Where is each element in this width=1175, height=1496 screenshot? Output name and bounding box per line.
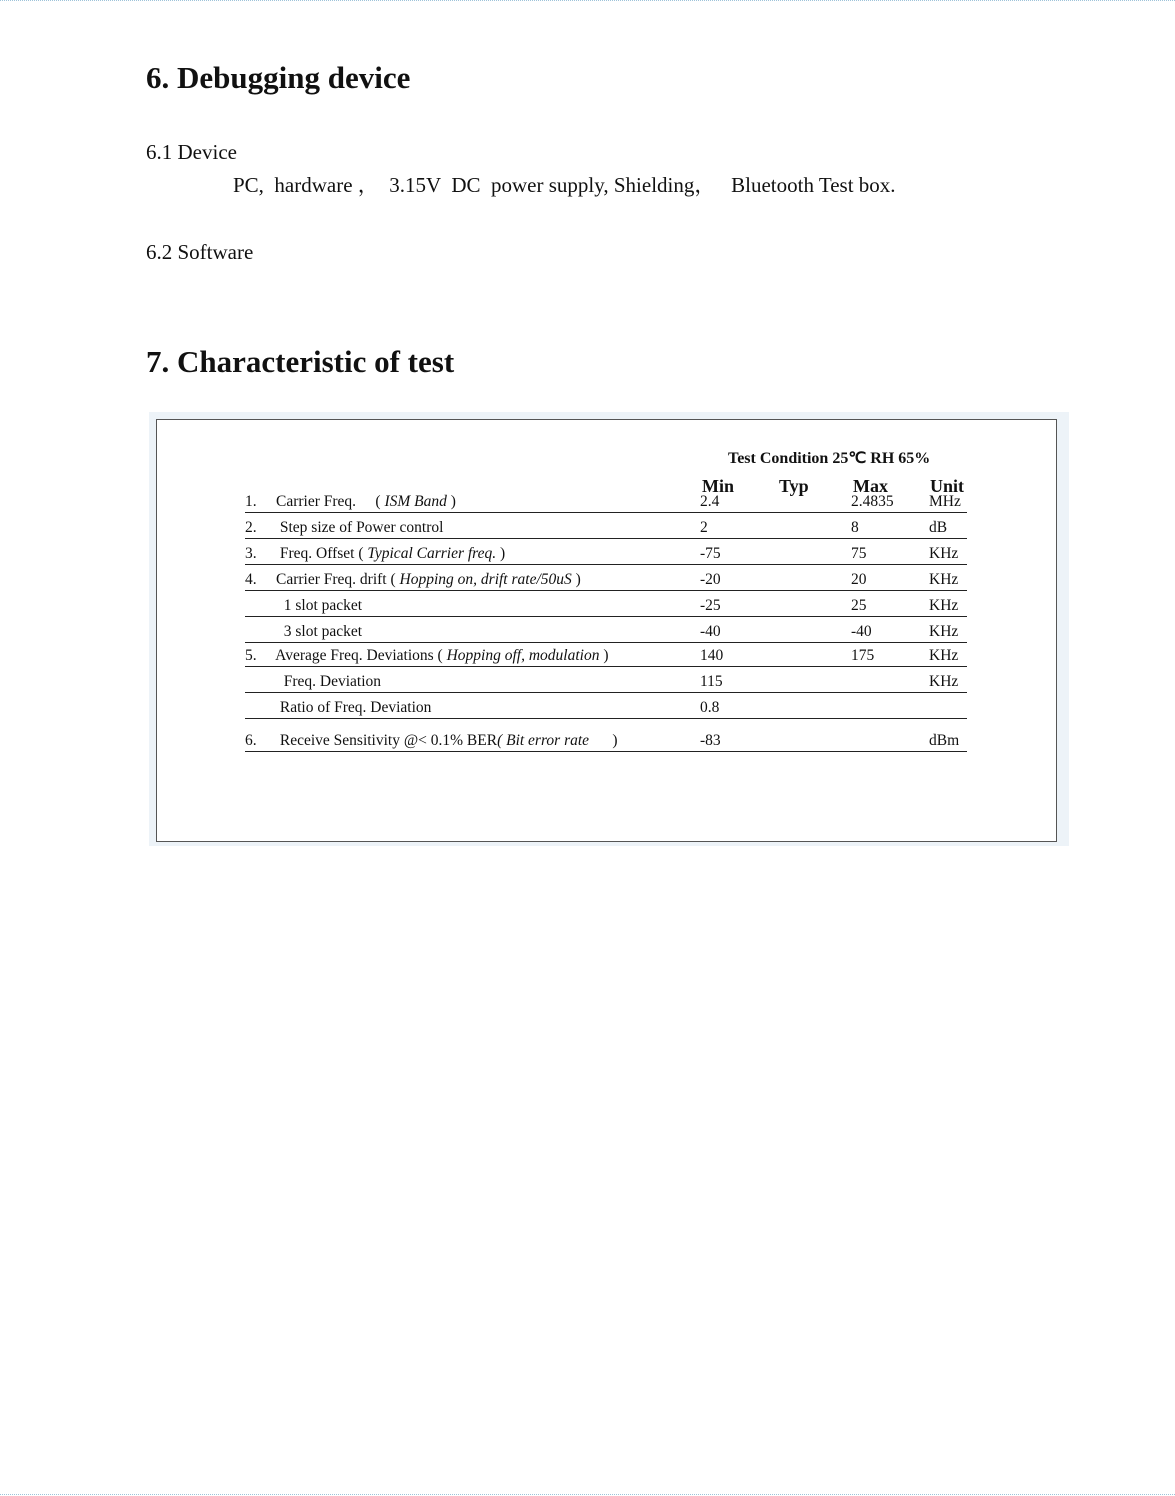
row-unit: dB — [929, 519, 948, 536]
row-max: 2.4835 — [851, 493, 894, 510]
row-max: 175 — [851, 647, 875, 664]
row-max: 8 — [851, 519, 859, 536]
row-unit: KHz — [929, 673, 959, 690]
software-heading: 6.2 Software — [146, 240, 254, 264]
test-condition: Test Condition 25℃ RH 65% — [728, 450, 931, 467]
row-min: 115 — [700, 673, 723, 690]
test-characteristics-panel — [156, 419, 1057, 842]
page-bottom-rule — [0, 1494, 1175, 1495]
section-7-title: 7. Characteristic of test — [146, 344, 455, 379]
page-top-rule — [0, 0, 1175, 1]
row-label-text: 3. Freq. Offset ( — [245, 545, 368, 562]
table-row — [245, 542, 967, 565]
row-max: 25 — [851, 597, 867, 614]
row-label-text: 1 slot packet — [245, 597, 363, 614]
row-min: 0.8 — [700, 699, 720, 716]
row-tail: ) — [446, 493, 456, 510]
row-tail: ) — [599, 647, 609, 664]
row-note: ( Bit error rate — [497, 732, 590, 749]
row-max: 75 — [851, 545, 867, 562]
row-label-text: 1. Carrier Freq. ( — [245, 493, 385, 510]
row-unit: KHz — [929, 571, 959, 588]
row-unit: KHz — [929, 647, 959, 664]
test-characteristics-figure — [149, 412, 1069, 846]
row-label — [245, 699, 431, 717]
row-label — [245, 545, 505, 563]
table-row — [245, 644, 967, 667]
header-max: Max — [853, 476, 888, 496]
row-min: 140 — [700, 647, 724, 664]
row-unit: dBm — [929, 732, 960, 749]
row-note: Typical Carrier freq. — [367, 545, 497, 562]
row-min: -25 — [700, 597, 721, 614]
row-unit: KHz — [929, 597, 959, 614]
row-min: 2 — [700, 519, 708, 536]
row-label-text: Ratio of Freq. Deviation — [245, 699, 432, 716]
row-tail: ) — [571, 571, 581, 588]
row-note: Hopping off, modulation — [446, 647, 600, 664]
row-label-text: 5. Average Freq. Deviations ( — [245, 647, 447, 664]
row-tail: ) — [589, 732, 618, 749]
table-row — [245, 620, 967, 643]
row-max: -40 — [851, 623, 872, 640]
table-row — [245, 594, 967, 617]
row-min: -75 — [700, 545, 721, 562]
row-unit: KHz — [929, 545, 959, 562]
row-min: -40 — [700, 623, 721, 640]
table-row — [245, 516, 967, 539]
row-note: Hopping on, drift rate/50uS — [399, 571, 572, 588]
row-label-text: 3 slot packet — [245, 623, 363, 640]
row-label-text: 6. Receive Sensitivity @< 0.1% BER — [245, 732, 498, 749]
header-unit: Unit — [930, 476, 965, 496]
row-note: ISM Band — [384, 493, 447, 510]
row-label — [245, 493, 456, 511]
row-label — [245, 673, 381, 691]
header-typ: Typ — [779, 476, 809, 496]
row-tail: ) — [496, 545, 506, 562]
row-label — [245, 571, 581, 589]
row-label-text: 4. Carrier Freq. drift ( — [245, 571, 400, 588]
row-label — [245, 519, 443, 537]
section-6-title: 6. Debugging device — [146, 60, 411, 95]
row-label-text: Freq. Deviation — [245, 673, 382, 690]
row-unit: KHz — [929, 623, 959, 640]
row-max: 20 — [851, 571, 867, 588]
table-row — [245, 729, 967, 752]
row-label — [245, 623, 362, 641]
row-label — [245, 597, 362, 615]
row-unit: MHz — [929, 493, 961, 510]
row-min: 2.4 — [700, 493, 720, 510]
row-label — [245, 647, 609, 665]
header-min: Min — [702, 476, 735, 496]
row-min: -83 — [700, 732, 721, 749]
row-min: -20 — [700, 571, 721, 588]
device-heading: 6.1 Device — [146, 140, 237, 164]
row-label — [245, 732, 617, 750]
table-row — [245, 568, 967, 591]
table-row — [245, 490, 967, 513]
device-text: PC, hardware ， 3.15V DC power supply, Shielding， Bluetooth Test box. — [233, 173, 896, 197]
row-label-text: 2. Step size of Power control — [245, 519, 444, 536]
table-row — [245, 670, 967, 693]
table-row — [245, 696, 967, 719]
